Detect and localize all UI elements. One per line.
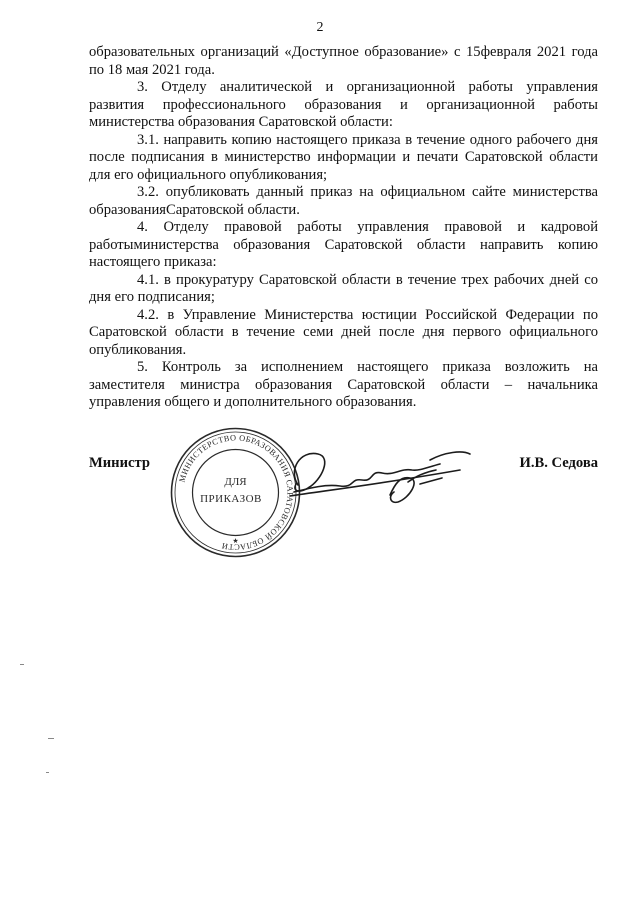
- svg-text:★: ★: [232, 537, 239, 545]
- scan-speck: [46, 772, 49, 773]
- paragraph-3-2: 3.2. опубликовать данный приказ на официальном сайте министерства образованияСаратовской области.: [89, 184, 598, 218]
- paragraph-4-1: 4.1. в прокуратуру Саратовской области в течение трех рабочих дней со дня его подписания;: [89, 271, 598, 305]
- handwritten-signature: [270, 440, 480, 520]
- signer-title: Министр: [89, 455, 150, 471]
- page-number: 2: [316, 20, 324, 35]
- paragraph-3-1: 3.1. направить копию настоящего приказа в течение одного рабочего дня после подписания в министерство информации и печати Саратовской области для его официального опубликования;: [89, 131, 598, 183]
- signer-name: И.В. Седова: [519, 455, 598, 471]
- scan-speck: [20, 664, 24, 665]
- paragraph-3: 3. Отделу аналитической и организационной работы управления развития профессионального образования и организационной работы министерства образования Саратовской области:: [89, 79, 598, 130]
- paragraph-4-2: 4.2. в Управление Министерства юстиции Российской Федерации по Саратовской области в течение семи дней после дня первого официального опубликования.: [89, 306, 598, 358]
- scan-speck: [48, 738, 54, 739]
- stamp-ring-text: МИНИСТЕРСТВО ОБРАЗОВАНИЯ САРАТОВСКОЙ ОБЛАСТИ: [177, 433, 295, 552]
- stamp-center-line-2: ПРИКАЗОВ: [200, 493, 262, 505]
- stamp-center-line-1: ДЛЯ: [224, 476, 247, 488]
- document-body: [89, 44, 598, 412]
- paragraph-continuation: образовательных организаций «Доступное образование» с 15февраля 2021 года по 18 мая 2021 года.: [89, 44, 598, 78]
- paragraph-5: 5. Контроль за исполнением настоящего приказа возложить на заместителя министра образования Саратовской области – начальника управления общего и дополнительного образования.: [89, 359, 598, 410]
- paragraph-4: 4. Отделу правовой работы управления правовой и кадровой работыминистерства образования Саратовской области направить копию настоящего приказа:: [89, 219, 598, 270]
